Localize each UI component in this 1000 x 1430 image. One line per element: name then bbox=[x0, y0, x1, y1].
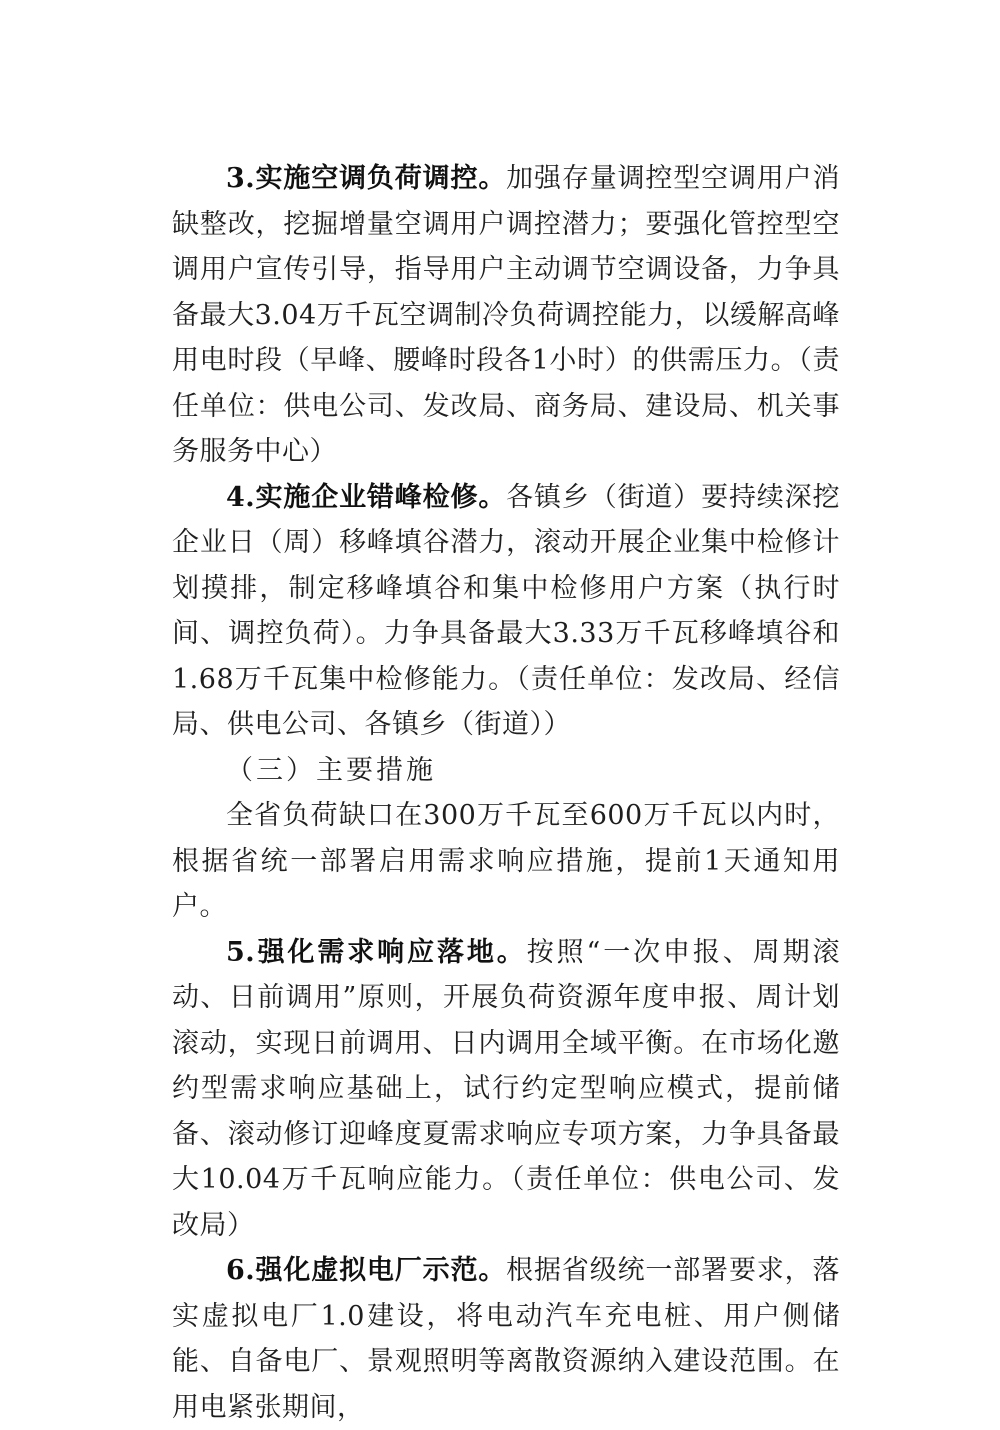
paragraph-text: 各镇乡（街道）要持续深挖企业日（周）移峰填谷潜力，滚动开展企业集中检修计划摸排，制定移峰填谷和集中检修用户方案（执行时间、调控负荷）。力争具备最大3.33万千瓦移峰填谷和1.68万千瓦集中检修能力。（责任单位：发改局、经信局、供电公司、各镇乡（街道）） bbox=[172, 481, 841, 740]
section-heading-main-measures: （三）主要措施 bbox=[226, 754, 436, 786]
paragraph-demand-response bbox=[172, 930, 840, 1249]
paragraph-text: 加强存量调控型空调用户消缺整改，挖掘增量空调用户调控潜力；要强化管控型空调用户宣传引导，指导用户主动调节空调设备，力争具备最大3.04万千瓦空调制冷负荷调控能力，以缓解高峰用电时段（早峰、腰峰时段各1小时）的供需压力。（责任单位：供电公司、发改局、商务局、建设局、机关事务服务中心） bbox=[172, 163, 841, 467]
paragraph-enterprise-staggered-maintenance bbox=[172, 475, 840, 748]
paragraph-heading: 5.强化需求响应落地。 bbox=[226, 936, 527, 968]
document-body bbox=[172, 156, 840, 1430]
paragraph-heading: 3.实施空调负荷调控。 bbox=[226, 163, 507, 194]
paragraph-text: 按照“一次申报、周期滚动、日前调用”原则，开展负荷资源年度申报、周计划滚动，实现日前调用、日内调用全域平衡。在市场化邀约型需求响应基础上，试行约定型响应模式，提前储备、滚动修订迎峰度夏需求响应专项方案，力争具备最大10.04万千瓦响应能力。（责任单位：供电公司、发改局） bbox=[172, 936, 840, 1241]
paragraph-load-gap-intro: 全省负荷缺口在300万千瓦至600万千瓦以内时，根据省统一部署启用需求响应措施，提前1天通知用户。 bbox=[172, 800, 840, 922]
paragraph-text: 根据省级统一部署要求，落实虚拟电厂1.0建设，将电动汽车充电桩、用户侧储能、自备电厂、景观照明等离散资源纳入建设范围。在用电紧张期间， bbox=[172, 1255, 841, 1423]
paragraph-heading: 4.实施企业错峰检修。 bbox=[226, 481, 507, 513]
paragraph-heading: 6.强化虚拟电厂示范。 bbox=[226, 1255, 507, 1286]
paragraph-air-conditioning-load-control bbox=[172, 156, 840, 475]
paragraph-virtual-power-plant bbox=[172, 1248, 840, 1430]
